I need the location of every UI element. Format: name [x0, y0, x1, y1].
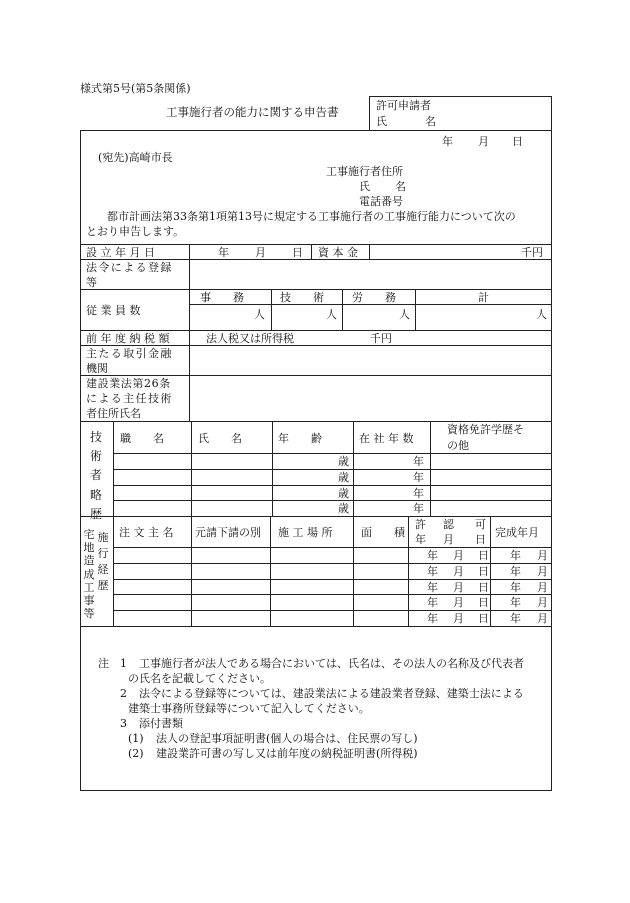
- works-row-month: 月: [453, 565, 464, 578]
- row-line: [113, 469, 552, 470]
- date-day: 日: [512, 135, 523, 148]
- works-row-completion-month: 月: [537, 565, 548, 578]
- employees-unit: 人: [254, 308, 265, 321]
- row-line: [80, 421, 552, 422]
- engineer-label-line2: による主任技術: [86, 392, 173, 405]
- engineer-label-line1: 建設業法第26条: [86, 377, 171, 390]
- works-row-month: 月: [453, 596, 464, 609]
- row-line: [189, 304, 552, 305]
- form-title: 工事施行者の能力に関する申告書: [166, 105, 339, 119]
- declaration-line1: 都市計画法第33条第1項第13号に規定する工事施行者の工事施行能力について次の: [107, 210, 516, 223]
- note-2-line1: 法令による登録等については、建設業法による建設業者登録、建築士法による: [139, 687, 524, 700]
- note-3-number: 3: [120, 717, 127, 730]
- registration-label-line1: 法令による登録: [86, 261, 173, 274]
- applicant-name-a: 氏: [359, 180, 370, 193]
- works-row-month: 月: [453, 581, 464, 594]
- form-number: 様式第5号(第5条関係): [80, 82, 191, 95]
- capital-unit: 千円: [521, 246, 543, 259]
- tech-year-unit: 年: [413, 487, 424, 500]
- tech-age-unit: 歳: [338, 487, 349, 500]
- date-month: 月: [478, 135, 489, 148]
- works-header-client: 注 文 主 名: [119, 526, 174, 539]
- notes-prefix: 注: [98, 657, 109, 670]
- note-3b-number: (2): [128, 747, 144, 760]
- capital-label: 資 本 金: [318, 246, 358, 259]
- works-side-label-col2: 施行経歴: [97, 531, 109, 592]
- row-line: [113, 453, 552, 454]
- tech-header-tenure: 在 社 年 数: [359, 432, 414, 445]
- col-line: [353, 421, 354, 516]
- works-row-day: 日: [478, 581, 489, 594]
- tax-text: 法人税又は所得税: [206, 332, 294, 345]
- employees-unit: 人: [536, 308, 547, 321]
- tech-age-unit: 歳: [338, 502, 349, 515]
- applicant-box-label: 許可申請者: [376, 99, 431, 112]
- note-3b-text: 建設業許可書の写し又は前年度の納税証明書(所得税): [156, 747, 418, 760]
- tech-age-unit: 歳: [338, 455, 349, 468]
- tax-unit: 千円: [370, 332, 392, 345]
- col-line: [271, 289, 272, 330]
- col-line: [369, 244, 370, 259]
- tech-header-qual-line2: の他: [447, 439, 469, 452]
- works-header-permit-1b: 認: [443, 518, 454, 531]
- works-row-completion-year: 年: [510, 565, 521, 578]
- tech-side-label: 技術者略歴: [89, 430, 102, 521]
- col-line: [490, 516, 491, 626]
- tech-header-name: 氏 名: [198, 432, 242, 445]
- applicant-name-b: 名: [395, 180, 406, 193]
- employees-col-technical: 技 術: [280, 291, 324, 304]
- row-line: [113, 563, 552, 564]
- row-line: [80, 289, 552, 290]
- employees-col-labor: 労 務: [352, 291, 396, 304]
- works-row-year: 年: [427, 549, 438, 562]
- row-line: [80, 516, 552, 517]
- works-header-permit-1a: 許: [415, 518, 426, 531]
- tech-header-age: 年 齢: [278, 432, 322, 445]
- tech-header-qual-line1: 資格免許学歴そ: [447, 423, 524, 436]
- applicant-box-name-a: 氏: [376, 115, 387, 128]
- works-header-contract: 元請下請の別: [195, 526, 261, 539]
- works-row-day: 日: [478, 612, 489, 625]
- bank-label-line1: 主たる取引金融: [86, 347, 173, 360]
- established-label: 設 立 年 月 日: [86, 246, 155, 259]
- tech-year-unit: 年: [413, 471, 424, 484]
- works-header-completion: 完成年月: [495, 526, 539, 539]
- addressee: (宛先)高崎市長: [98, 151, 173, 164]
- works-row-completion-month: 月: [537, 581, 548, 594]
- note-3-title: 添付書類: [139, 717, 183, 730]
- note-3a-text: 法人の登記事項証明書(個人の場合は、住民票の写し): [156, 732, 418, 745]
- applicant-address-label: 工事施行者住所: [326, 165, 403, 178]
- note-2-line2: 建築士事務所登録等について記入してください。: [128, 702, 370, 715]
- works-row-day: 日: [478, 596, 489, 609]
- note-1-line2: の氏名を記載してください。: [128, 672, 271, 685]
- works-row-day: 日: [478, 565, 489, 578]
- tech-header-position: 職 名: [120, 432, 164, 445]
- bank-label-line2: 機関: [86, 362, 108, 375]
- row-line: [80, 345, 552, 346]
- tech-age-unit: 歳: [338, 471, 349, 484]
- row-line: [113, 500, 552, 501]
- col-line: [272, 421, 273, 516]
- row-line: [113, 547, 552, 548]
- works-row-day: 日: [478, 549, 489, 562]
- label-divider: [189, 244, 190, 421]
- row-line: [113, 594, 552, 595]
- works-row-month: 月: [453, 549, 464, 562]
- col-line: [415, 289, 416, 330]
- works-header-permit-2b: 月: [443, 533, 454, 546]
- works-header-permit-1c: 可: [475, 518, 486, 531]
- works-header-site: 施 工 場 所: [278, 526, 333, 539]
- row-line: [80, 259, 552, 260]
- col-line: [342, 289, 343, 330]
- works-header-permit-2a: 年: [415, 533, 426, 546]
- col-line: [191, 516, 192, 626]
- col-line: [311, 244, 312, 259]
- table-top-line: [80, 244, 552, 245]
- tech-year-unit: 年: [413, 455, 424, 468]
- works-row-year: 年: [427, 565, 438, 578]
- row-line: [80, 330, 552, 331]
- row-line: [113, 610, 552, 611]
- row-line: [113, 485, 552, 486]
- established-month: 月: [255, 246, 266, 259]
- applicant-box-name-b: 名: [425, 115, 436, 128]
- works-row-completion-year: 年: [510, 581, 521, 594]
- note-1-number: 1: [120, 657, 127, 670]
- tech-year-unit: 年: [413, 502, 424, 515]
- works-row-completion-year: 年: [510, 612, 521, 625]
- established-day: 日: [292, 246, 303, 259]
- works-header-permit-2c: 日: [475, 533, 486, 546]
- works-row-completion-month: 月: [537, 596, 548, 609]
- works-row-completion-month: 月: [537, 612, 548, 625]
- table-bottom-line: [80, 626, 552, 627]
- declaration-line2: とおり申告します。: [86, 225, 185, 238]
- registration-label-line2: 等: [86, 276, 97, 289]
- note-3a-number: (1): [128, 732, 144, 745]
- note-1-line1: 工事施行者が法人である場合においては、氏名は、その法人の名称及び代表者: [139, 657, 524, 670]
- section-side-divider: [113, 421, 114, 626]
- col-line: [191, 421, 192, 516]
- employees-col-total: 計: [478, 291, 489, 304]
- works-row-completion-year: 年: [510, 549, 521, 562]
- employees-label: 従 業 員 数: [86, 304, 141, 317]
- works-row-completion-year: 年: [510, 596, 521, 609]
- established-year: 年: [218, 246, 229, 259]
- col-line: [408, 516, 409, 626]
- works-side-label-col1: 宅地造成工事等: [83, 528, 95, 621]
- works-row-month: 月: [453, 612, 464, 625]
- col-line: [353, 516, 354, 626]
- engineer-label-line3: 者住所氏名: [86, 407, 141, 420]
- employees-unit: 人: [399, 308, 410, 321]
- tax-label: 前 年 度 納 税 額: [86, 332, 170, 345]
- employees-unit: 人: [326, 308, 337, 321]
- row-line: [113, 579, 552, 580]
- col-line: [430, 421, 431, 516]
- col-line: [270, 516, 271, 626]
- applicant-phone-label: 電話番号: [359, 195, 403, 208]
- works-row-year: 年: [427, 581, 438, 594]
- employees-col-office: 事 務: [200, 291, 244, 304]
- works-row-year: 年: [427, 596, 438, 609]
- note-2-number: 2: [120, 687, 127, 700]
- works-header-area: 面 積: [361, 526, 405, 539]
- works-row-year: 年: [427, 612, 438, 625]
- date-year: 年: [442, 135, 453, 148]
- works-row-completion-month: 月: [537, 549, 548, 562]
- row-line: [80, 375, 552, 376]
